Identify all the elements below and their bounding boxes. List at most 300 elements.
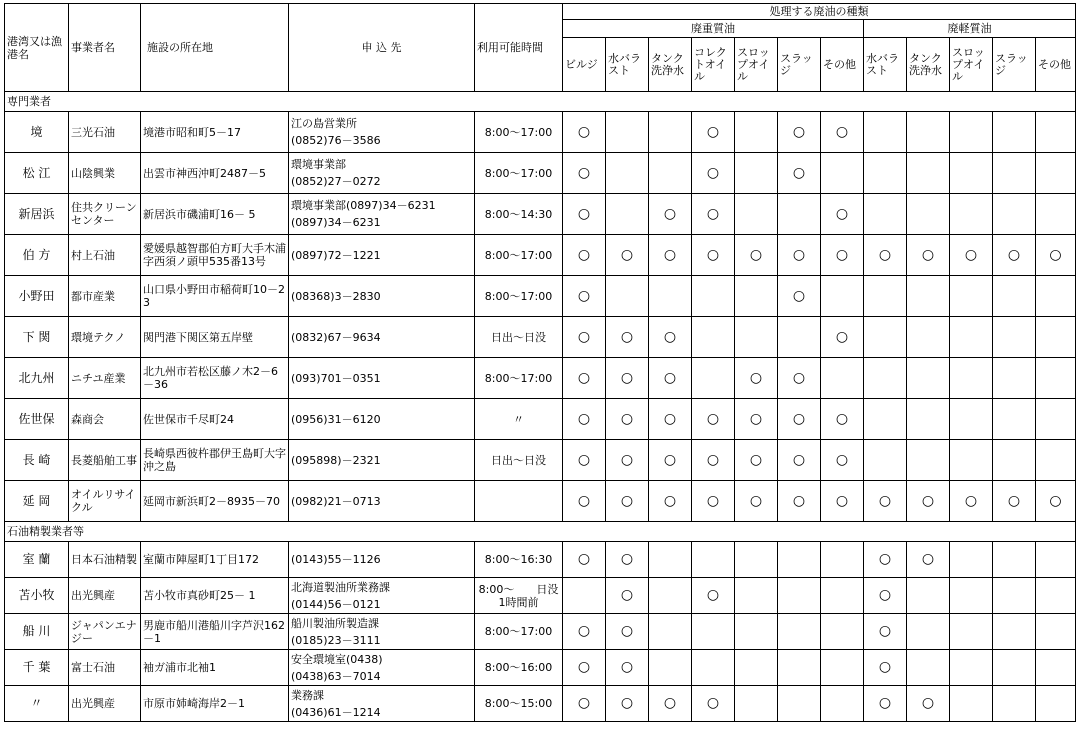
empty-cell xyxy=(1036,153,1076,194)
empty-cell xyxy=(993,358,1036,399)
accepted-mark: ○ xyxy=(778,112,821,153)
contact-line: (0982)21－0713 xyxy=(291,494,381,508)
accepted-mark: ○ xyxy=(1036,481,1076,522)
facility-location: 愛媛県越智郡伯方町大手木浦字西須ノ頭甲535番13号 xyxy=(141,235,289,276)
accepted-mark: ○ xyxy=(692,686,735,722)
empty-cell xyxy=(606,194,649,235)
table-row xyxy=(5,276,1076,317)
empty-cell xyxy=(950,578,993,614)
table-row xyxy=(5,686,1076,722)
port-name: 千 葉 xyxy=(5,650,69,686)
contact xyxy=(289,440,475,481)
operator-name: 村上石油 xyxy=(69,235,141,276)
contact xyxy=(289,650,475,686)
port-name: 松 江 xyxy=(5,153,69,194)
contact-line: 船川製油所製造課 xyxy=(291,616,379,630)
empty-cell xyxy=(1036,276,1076,317)
contact-line: (0438)63－7014 xyxy=(291,669,381,683)
accepted-mark: ○ xyxy=(778,440,821,481)
empty-cell xyxy=(649,578,692,614)
accepted-mark: ○ xyxy=(692,194,735,235)
waste-type-column-header: コレクトオイル xyxy=(692,38,735,92)
empty-cell xyxy=(950,614,993,650)
accepted-mark: ○ xyxy=(735,481,778,522)
accepted-mark: ○ xyxy=(778,481,821,522)
empty-cell xyxy=(864,276,907,317)
accepted-mark: ○ xyxy=(864,578,907,614)
accepted-mark: ○ xyxy=(735,235,778,276)
contact-line: (0852)76－3586 xyxy=(291,134,381,147)
contact-line: 環境事業部 xyxy=(291,158,346,171)
contact xyxy=(289,194,475,235)
accepted-mark: ○ xyxy=(692,112,735,153)
empty-cell xyxy=(864,399,907,440)
empty-cell xyxy=(907,614,950,650)
contact-line: 環境事業部(0897)34－6231 xyxy=(291,199,436,212)
port-name: 長 崎 xyxy=(5,440,69,481)
port-name: 北九州 xyxy=(5,358,69,399)
empty-cell xyxy=(950,440,993,481)
port-name: 新居浜 xyxy=(5,194,69,235)
accepted-mark: ○ xyxy=(649,194,692,235)
contact xyxy=(289,276,475,317)
accepted-mark: ○ xyxy=(606,440,649,481)
accepted-mark: ○ xyxy=(821,317,864,358)
available-hours xyxy=(475,481,563,522)
waste-oil-facility-table xyxy=(4,3,1076,722)
accepted-mark: ○ xyxy=(649,481,692,522)
empty-cell xyxy=(692,650,735,686)
accepted-mark: ○ xyxy=(950,481,993,522)
empty-cell xyxy=(907,276,950,317)
available-hours: 8:00～15:00 xyxy=(475,686,563,722)
empty-cell xyxy=(993,112,1036,153)
empty-cell xyxy=(907,317,950,358)
empty-cell xyxy=(950,153,993,194)
empty-cell xyxy=(950,317,993,358)
waste-type-column-header: スロップオイル xyxy=(735,38,778,92)
accepted-mark: ○ xyxy=(864,614,907,650)
empty-cell xyxy=(907,194,950,235)
header-contact: 申 込 先 xyxy=(289,4,475,92)
accepted-mark: ○ xyxy=(821,112,864,153)
empty-cell xyxy=(1036,686,1076,722)
empty-cell xyxy=(950,112,993,153)
facility-location: 長崎県西彼杵郡伊王島町大字沖之島 xyxy=(141,440,289,481)
empty-cell xyxy=(778,542,821,578)
header-port: 港湾又は漁港名 xyxy=(5,4,69,92)
accepted-mark: ○ xyxy=(907,542,950,578)
waste-type-column-header: 水バラスト xyxy=(606,38,649,92)
accepted-mark: ○ xyxy=(821,481,864,522)
empty-cell xyxy=(950,399,993,440)
header-heavy-group: 廃重質油 xyxy=(563,20,864,38)
contact-line: 業務課 xyxy=(291,688,324,702)
empty-cell xyxy=(907,650,950,686)
contact-line: (0185)23－3111 xyxy=(291,633,381,647)
facility-location: 市原市姉崎海岸2－1 xyxy=(141,686,289,722)
empty-cell xyxy=(821,542,864,578)
available-hours: 8:00～ 日没1時間前 xyxy=(475,578,563,614)
accepted-mark: ○ xyxy=(606,358,649,399)
table-row xyxy=(5,440,1076,481)
empty-cell xyxy=(692,542,735,578)
accepted-mark: ○ xyxy=(649,358,692,399)
accepted-mark: ○ xyxy=(563,650,606,686)
contact xyxy=(289,358,475,399)
facility-location: 出雲市神西沖町2487－5 xyxy=(141,153,289,194)
table-row xyxy=(5,399,1076,440)
empty-cell xyxy=(606,112,649,153)
header-waste-types: 処理する廃油の種類 xyxy=(563,4,1076,20)
empty-cell xyxy=(821,578,864,614)
operator-name: 都市産業 xyxy=(69,276,141,317)
waste-type-column-header: スラッジ xyxy=(993,38,1036,92)
empty-cell xyxy=(950,276,993,317)
accepted-mark: ○ xyxy=(563,440,606,481)
empty-cell xyxy=(778,614,821,650)
accepted-mark: ○ xyxy=(907,481,950,522)
table-row xyxy=(5,235,1076,276)
accepted-mark: ○ xyxy=(606,399,649,440)
empty-cell xyxy=(950,542,993,578)
contact xyxy=(289,235,475,276)
empty-cell xyxy=(907,358,950,399)
empty-cell xyxy=(950,650,993,686)
empty-cell xyxy=(1036,317,1076,358)
facility-location: 北九州市若松区藤ノ木2－6－36 xyxy=(141,358,289,399)
available-hours: 8:00～17:00 xyxy=(475,153,563,194)
empty-cell xyxy=(735,112,778,153)
empty-cell xyxy=(1036,440,1076,481)
empty-cell xyxy=(864,317,907,358)
empty-cell xyxy=(735,578,778,614)
contact-line: (0897)34－6231 xyxy=(291,216,381,229)
facility-location: 新居浜市磯浦町16－ 5 xyxy=(141,194,289,235)
available-hours: 日出～日没 xyxy=(475,440,563,481)
operator-name: 環境テクノ xyxy=(69,317,141,358)
accepted-mark: ○ xyxy=(907,235,950,276)
operator-name: 出光興産 xyxy=(69,686,141,722)
port-name: 下 関 xyxy=(5,317,69,358)
empty-cell xyxy=(821,686,864,722)
contact-line: (0956)31－6120 xyxy=(291,412,381,426)
waste-type-column-header: その他 xyxy=(821,38,864,92)
port-name: 室 蘭 xyxy=(5,542,69,578)
accepted-mark: ○ xyxy=(692,481,735,522)
empty-cell xyxy=(1036,194,1076,235)
waste-type-column-header: 水バラスト xyxy=(864,38,907,92)
table-row xyxy=(5,358,1076,399)
empty-cell xyxy=(778,317,821,358)
empty-cell xyxy=(821,276,864,317)
table-row xyxy=(5,578,1076,614)
accepted-mark: ○ xyxy=(606,578,649,614)
empty-cell xyxy=(993,650,1036,686)
empty-cell xyxy=(950,194,993,235)
port-name: 船 川 xyxy=(5,614,69,650)
table-row xyxy=(5,194,1076,235)
accepted-mark: ○ xyxy=(606,235,649,276)
available-hours: 8:00～17:00 xyxy=(475,614,563,650)
empty-cell xyxy=(907,399,950,440)
accepted-mark: ○ xyxy=(778,276,821,317)
operator-name: ニチユ産業 xyxy=(69,358,141,399)
empty-cell xyxy=(563,578,606,614)
table-row xyxy=(5,317,1076,358)
empty-cell xyxy=(649,112,692,153)
accepted-mark: ○ xyxy=(563,399,606,440)
facility-location: 苫小牧市真砂町25－ 1 xyxy=(141,578,289,614)
table-row xyxy=(5,542,1076,578)
empty-cell xyxy=(735,194,778,235)
accepted-mark: ○ xyxy=(692,153,735,194)
accepted-mark: ○ xyxy=(993,235,1036,276)
empty-cell xyxy=(907,440,950,481)
contact xyxy=(289,153,475,194)
operator-name: 日本石油精製 xyxy=(69,542,141,578)
empty-cell xyxy=(606,153,649,194)
header-hours: 利用可能時間 xyxy=(475,4,563,92)
empty-cell xyxy=(778,650,821,686)
accepted-mark: ○ xyxy=(606,317,649,358)
empty-cell xyxy=(864,358,907,399)
empty-cell xyxy=(735,317,778,358)
accepted-mark: ○ xyxy=(563,481,606,522)
empty-cell xyxy=(821,614,864,650)
port-name: 延 岡 xyxy=(5,481,69,522)
empty-cell xyxy=(778,686,821,722)
waste-type-column-header: スラッジ xyxy=(778,38,821,92)
contact-line: (0436)61－1214 xyxy=(291,705,381,719)
accepted-mark: ○ xyxy=(649,399,692,440)
accepted-mark: ○ xyxy=(950,235,993,276)
contact-line: 安全環境室(0438) xyxy=(291,652,383,666)
empty-cell xyxy=(821,358,864,399)
accepted-mark: ○ xyxy=(563,317,606,358)
operator-name: 出光興産 xyxy=(69,578,141,614)
accepted-mark: ○ xyxy=(778,235,821,276)
empty-cell xyxy=(864,440,907,481)
operator-name: 山陰興業 xyxy=(69,153,141,194)
facility-location: 袖ガ浦市北袖1 xyxy=(141,650,289,686)
contact-line: (0144)56－0121 xyxy=(291,597,381,611)
accepted-mark: ○ xyxy=(1036,235,1076,276)
contact xyxy=(289,578,475,614)
empty-cell xyxy=(1036,578,1076,614)
facility-location: 延岡市新浜町2－8935－70 xyxy=(141,481,289,522)
empty-cell xyxy=(649,650,692,686)
accepted-mark: ○ xyxy=(606,542,649,578)
accepted-mark: ○ xyxy=(864,542,907,578)
accepted-mark: ○ xyxy=(563,542,606,578)
section-label: 専門業者 xyxy=(5,92,1076,112)
header-location: 施設の所在地 xyxy=(141,4,289,92)
contact-line: (08368)3－2830 xyxy=(291,289,381,303)
empty-cell xyxy=(735,153,778,194)
available-hours: 日出～日没 xyxy=(475,317,563,358)
empty-cell xyxy=(864,153,907,194)
accepted-mark: ○ xyxy=(735,399,778,440)
empty-cell xyxy=(993,317,1036,358)
accepted-mark: ○ xyxy=(563,686,606,722)
header-operator: 事業者名 xyxy=(69,4,141,92)
empty-cell xyxy=(993,194,1036,235)
accepted-mark: ○ xyxy=(649,235,692,276)
accepted-mark: ○ xyxy=(864,235,907,276)
table-row xyxy=(5,112,1076,153)
contact xyxy=(289,686,475,722)
port-name: 佐世保 xyxy=(5,399,69,440)
operator-name: オイルリサイクル xyxy=(69,481,141,522)
accepted-mark: ○ xyxy=(649,440,692,481)
empty-cell xyxy=(649,276,692,317)
available-hours: 8:00～16:00 xyxy=(475,650,563,686)
contact-line: (093)701－0351 xyxy=(291,371,381,385)
facility-location: 佐世保市千尽町24 xyxy=(141,399,289,440)
empty-cell xyxy=(950,358,993,399)
empty-cell xyxy=(993,276,1036,317)
empty-cell xyxy=(864,194,907,235)
empty-cell xyxy=(649,542,692,578)
empty-cell xyxy=(1036,399,1076,440)
empty-cell xyxy=(993,440,1036,481)
accepted-mark: ○ xyxy=(821,440,864,481)
operator-name: 長菱船舶工事 xyxy=(69,440,141,481)
empty-cell xyxy=(692,358,735,399)
available-hours: 8:00～17:00 xyxy=(475,235,563,276)
contact xyxy=(289,399,475,440)
contact-line: (0143)55－1126 xyxy=(291,553,381,566)
empty-cell xyxy=(735,686,778,722)
operator-name: 森商会 xyxy=(69,399,141,440)
facility-location: 境港市昭和町5－17 xyxy=(141,112,289,153)
empty-cell xyxy=(735,542,778,578)
waste-type-column-header: ビルジ xyxy=(563,38,606,92)
waste-type-column-header: スロップオイル xyxy=(950,38,993,92)
empty-cell xyxy=(1036,614,1076,650)
accepted-mark: ○ xyxy=(649,317,692,358)
empty-cell xyxy=(993,614,1036,650)
empty-cell xyxy=(692,317,735,358)
contact xyxy=(289,317,475,358)
accepted-mark: ○ xyxy=(563,235,606,276)
empty-cell xyxy=(649,153,692,194)
waste-type-column-header: タンク洗浄水 xyxy=(649,38,692,92)
port-name: 伯 方 xyxy=(5,235,69,276)
accepted-mark: ○ xyxy=(864,686,907,722)
accepted-mark: ○ xyxy=(993,481,1036,522)
contact-line: 江の島営業所 xyxy=(291,117,357,130)
empty-cell xyxy=(1036,542,1076,578)
accepted-mark: ○ xyxy=(563,112,606,153)
table-row xyxy=(5,650,1076,686)
empty-cell xyxy=(993,542,1036,578)
empty-cell xyxy=(993,686,1036,722)
waste-type-column-header: その他 xyxy=(1036,38,1076,92)
available-hours: 8:00～17:00 xyxy=(475,358,563,399)
port-name: 苫小牧 xyxy=(5,578,69,614)
contact-line: (0852)27－0272 xyxy=(291,175,381,188)
table-row xyxy=(5,481,1076,522)
waste-type-column-header: タンク洗浄水 xyxy=(907,38,950,92)
facility-location: 山口県小野田市稲荷町10－23 xyxy=(141,276,289,317)
accepted-mark: ○ xyxy=(563,614,606,650)
empty-cell xyxy=(778,578,821,614)
accepted-mark: ○ xyxy=(735,358,778,399)
empty-cell xyxy=(864,112,907,153)
port-name: 境 xyxy=(5,112,69,153)
accepted-mark: ○ xyxy=(821,235,864,276)
accepted-mark: ○ xyxy=(692,440,735,481)
header-light-group: 廃軽質油 xyxy=(864,20,1076,38)
empty-cell xyxy=(692,276,735,317)
accepted-mark: ○ xyxy=(606,614,649,650)
empty-cell xyxy=(950,686,993,722)
empty-cell xyxy=(821,153,864,194)
empty-cell xyxy=(993,578,1036,614)
port-name: 小野田 xyxy=(5,276,69,317)
available-hours: 8:00～17:00 xyxy=(475,112,563,153)
empty-cell xyxy=(778,194,821,235)
accepted-mark: ○ xyxy=(735,440,778,481)
operator-name: ジャパンエナジー xyxy=(69,614,141,650)
contact-line: (0832)67－9634 xyxy=(291,330,381,344)
table-row xyxy=(5,153,1076,194)
accepted-mark: ○ xyxy=(606,650,649,686)
empty-cell xyxy=(821,650,864,686)
accepted-mark: ○ xyxy=(821,194,864,235)
contact xyxy=(289,542,475,578)
empty-cell xyxy=(907,112,950,153)
table-row xyxy=(5,614,1076,650)
empty-cell xyxy=(907,153,950,194)
empty-cell xyxy=(1036,358,1076,399)
contact-line: (095898)－2321 xyxy=(291,453,381,467)
accepted-mark: ○ xyxy=(864,650,907,686)
contact xyxy=(289,112,475,153)
accepted-mark: ○ xyxy=(778,358,821,399)
empty-cell xyxy=(1036,112,1076,153)
available-hours: 〃 xyxy=(475,399,563,440)
section-label: 石油精製業者等 xyxy=(5,522,1076,542)
available-hours: 8:00～16:30 xyxy=(475,542,563,578)
contact-line: 北海道製油所業務課 xyxy=(291,580,390,594)
operator-name: 富士石油 xyxy=(69,650,141,686)
accepted-mark: ○ xyxy=(606,481,649,522)
facility-location: 室蘭市陣屋町1丁目172 xyxy=(141,542,289,578)
operator-name: 三光石油 xyxy=(69,112,141,153)
available-hours: 8:00～14:30 xyxy=(475,194,563,235)
accepted-mark: ○ xyxy=(563,276,606,317)
contact xyxy=(289,481,475,522)
facility-location: 関門港下関区第五岸壁 xyxy=(141,317,289,358)
accepted-mark: ○ xyxy=(692,578,735,614)
facility-location: 男鹿市船川港船川字芦沢162－1 xyxy=(141,614,289,650)
accepted-mark: ○ xyxy=(692,399,735,440)
accepted-mark: ○ xyxy=(821,399,864,440)
accepted-mark: ○ xyxy=(907,686,950,722)
contact-line: (0897)72－1221 xyxy=(291,248,381,262)
empty-cell xyxy=(735,276,778,317)
empty-cell xyxy=(735,650,778,686)
empty-cell xyxy=(993,153,1036,194)
operator-name: 住共クリーンセンター xyxy=(69,194,141,235)
accepted-mark: ○ xyxy=(563,358,606,399)
available-hours: 8:00～17:00 xyxy=(475,276,563,317)
accepted-mark: ○ xyxy=(778,153,821,194)
port-name: 〃 xyxy=(5,686,69,722)
